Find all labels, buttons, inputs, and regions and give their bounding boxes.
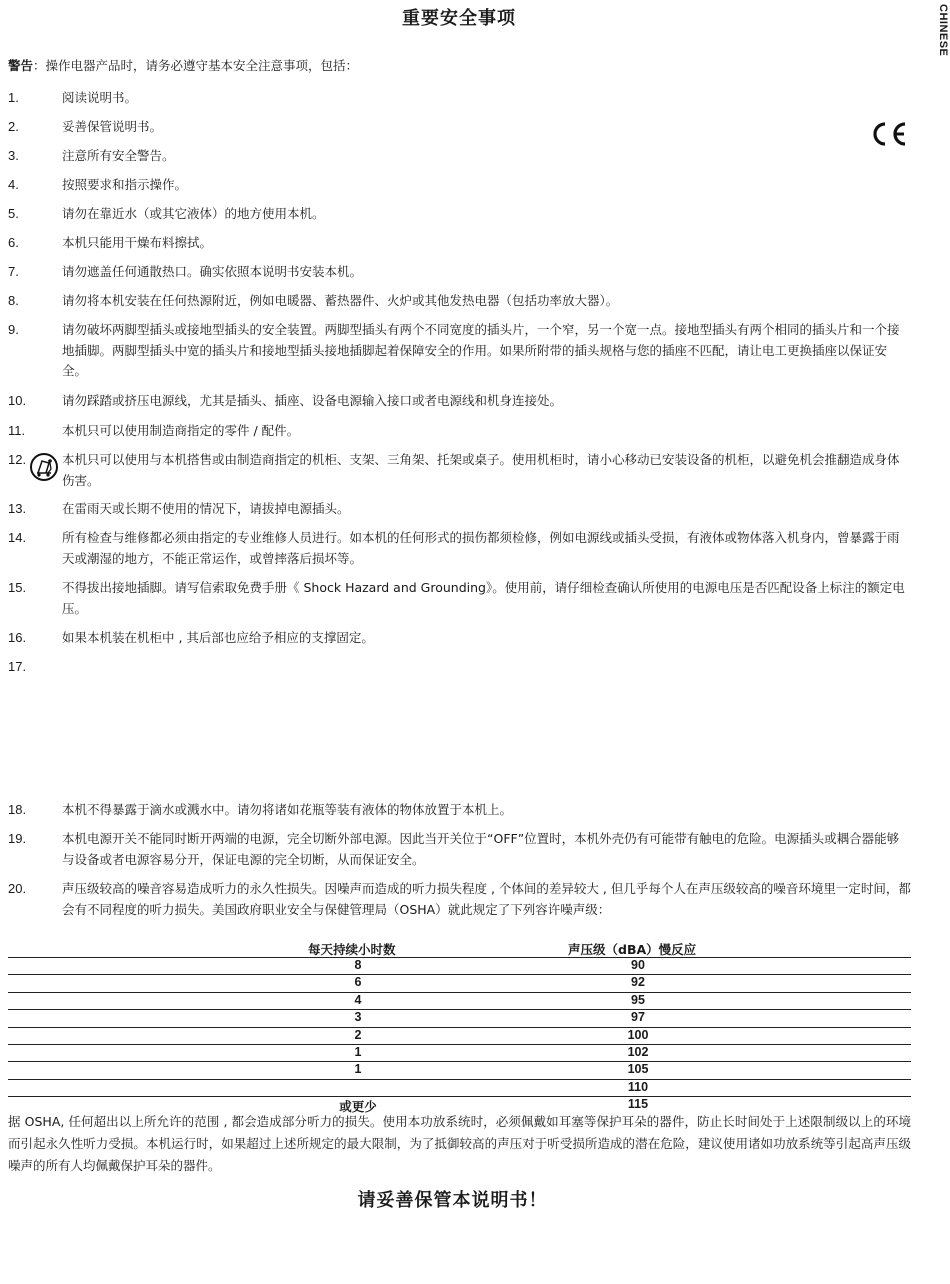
list-item: [8, 117, 911, 138]
osha-paragraph: 据 OSHA, 任何超出以上所允许的范围 , 都会造成部分听力的损失。使用本功放系统时，必须佩戴如耳塞等保护耳朵的器件，防止长时间处于上述限制级以上的环境而引起永久性听力受损。本机运行时，如果超过上述所规定的最大限制，为了抵御较高的声压对于听受损所造成的潜在危险，建议使用诸如功放系统等引起高声压级噪声的所有人均佩戴保护耳朵的器件。: [8, 1114, 911, 1173]
cell-dba: 100: [627, 1027, 649, 1042]
item-number: 2.: [8, 119, 19, 134]
list-item: [8, 88, 911, 109]
header-sound-level: 声压级（dBA）慢反应: [568, 942, 697, 957]
item-text: 请勿破坏两脚型插头或接地型插头的安全装置。两脚型插头有两个不同宽度的插头片，一个窄，另一个宽一点。接地型插头有两个相同的插头片和一个接地插脚。两脚型插头中宽的插头片和接地型插头接地插脚起着保障安全的作用。如果所附带的插头规格与您的插座不匹配，请让电工更换插座以保证安全。: [62, 322, 900, 378]
cell-hours: 6: [354, 975, 362, 990]
table-row: [8, 993, 911, 1010]
list-item: [8, 450, 911, 491]
item-number: 14.: [8, 530, 27, 545]
list-item: [8, 175, 911, 196]
cell-dba: 110: [627, 1079, 649, 1094]
list-item: [8, 829, 911, 870]
header-duration: 每天持续小时数: [308, 942, 396, 957]
item-text: 注意所有安全警告。: [62, 148, 175, 163]
warning-label: 警告: [8, 58, 34, 73]
item-text: 本机只能用干燥布料擦拭。: [62, 235, 213, 250]
cell-hours: 4: [354, 992, 362, 1007]
item-text: 声压级较高的噪音容易造成听力的永久性损失。因噪声而造成的听力损失程度 , 个体间的差异较大 , 但几乎每个人在声压级较高的噪音环境里一定时间，都会有不同程度的听力损失。美国政府职业安全与保健管理局（OSHA）就此规定了下列容许噪声级：: [62, 881, 911, 917]
item-number: 5.: [8, 206, 19, 221]
list-item: [8, 800, 911, 821]
item-number: 10.: [8, 393, 27, 408]
item-number: 15.: [8, 580, 27, 595]
table-row: [8, 1080, 911, 1097]
item-number: 7.: [8, 264, 19, 279]
closing-statement: 请妥善保管本说明书！: [357, 1190, 548, 1211]
item-number: 8.: [8, 293, 19, 308]
item-number: 20.: [8, 881, 27, 896]
cell-hours: 或更少: [339, 1100, 377, 1115]
item-text: 请勿将本机安装在任何热源附近，例如电暖器、蓄热器件、火炉或其他发热电器（包括功率放大器）。: [62, 293, 619, 308]
list-item: [8, 320, 911, 382]
cell-hours: 3: [354, 1010, 362, 1025]
cart-tip-over-warning-icon: [29, 452, 59, 482]
item-text: 不得拔出接地插脚。请写信索取免费手册《 Shock Hazard and Grounding》。使用前，请仔细检查确认所使用的电源电压是否匹配设备上标注的额定电压。: [62, 580, 905, 616]
list-item: [8, 879, 911, 920]
list-item: [8, 499, 911, 520]
cell-dba: 97: [631, 1010, 645, 1025]
list-item: [8, 291, 911, 312]
item-number: 12.: [8, 452, 27, 467]
list-item: [8, 233, 911, 254]
table-row: [8, 1010, 911, 1027]
item-number: 18.: [8, 802, 27, 817]
item-number: 6.: [8, 235, 19, 250]
language-side-label: CHINESE: [937, 4, 949, 57]
cell-hours: 2: [354, 1027, 362, 1042]
item-text: 所有检查与维修都必须由指定的专业维修人员进行。如本机的任何形式的损伤都须检修，例如电源线或插头受损，有液体或物体落入机身内，曾暴露于雨天或潮湿的地方，不能正常运作，或曾摔落后损坏等。: [62, 530, 900, 566]
item-number: 9.: [8, 322, 19, 337]
list-item: [8, 421, 911, 442]
cell-dba: 90: [631, 958, 645, 972]
page-title: 重要安全事项: [402, 8, 516, 29]
cell-dba: 92: [631, 975, 645, 990]
item-number: 17.: [8, 659, 27, 674]
warning-intro: [8, 56, 358, 74]
noise-exposure-table: [8, 940, 911, 1114]
item-number: 13.: [8, 501, 27, 516]
item-text: 请勿遮盖任何通散热口。确实依照本说明书安装本机。: [62, 264, 363, 279]
table-row: [8, 1028, 911, 1045]
item-number: 1.: [8, 90, 19, 105]
list-item: [8, 391, 911, 412]
item-number: 11.: [8, 423, 26, 438]
item-text: 如果本机装在机柜中 , 其后部也应给予相应的支撑固定。: [62, 630, 374, 645]
item-text: 本机不得暴露于滴水或溅水中。请勿将诸如花瓶等装有液体的物体放置于本机上。: [62, 802, 513, 817]
list-item: [8, 528, 911, 569]
list-item: [8, 578, 911, 619]
item-number: 3.: [8, 148, 19, 163]
item-text: 妥善保管说明书。: [62, 119, 163, 134]
cell-hours: 8: [354, 958, 362, 972]
item-text: 本机只可以使用制造商指定的零件 / 配件。: [62, 423, 300, 438]
item-text: 阅读说明书。: [62, 90, 138, 105]
cell-dba: 105: [627, 1062, 649, 1077]
table-row: [8, 1062, 911, 1079]
cell-hours: 1: [354, 1062, 362, 1077]
item-text: 请勿在靠近水（或其它液体）的地方使用本机。: [62, 206, 325, 221]
cell-dba: 115: [627, 1097, 649, 1112]
table-row: [8, 957, 911, 975]
list-item: [8, 628, 911, 649]
item-number: 4.: [8, 177, 19, 192]
list-item: [8, 146, 911, 167]
item-text: 本机只可以使用与本机搭售或由制造商指定的机柜、支架、三角架、托架或桌子。使用机柜时，请小心移动已安装设备的机柜，以避免机会推翻造成身体伤害。: [62, 452, 900, 488]
item-number: 16.: [8, 630, 27, 645]
item-text: 在雷雨天或长期不使用的情况下，请拔掉电源插头。: [62, 501, 350, 516]
item-text: 按照要求和指示操作。: [62, 177, 188, 192]
item-number: 19.: [8, 831, 27, 846]
table-row: [8, 975, 911, 992]
cell-dba: 95: [631, 992, 645, 1007]
item-text: 请勿踩踏或挤压电源线，尤其是插头、插座、设备电源输入接口或者电源线和机身连接处。: [62, 393, 563, 408]
warning-text: ：操作电器产品时，请务必遵守基本安全注意事项，包括：: [33, 58, 359, 73]
list-item: [8, 204, 911, 225]
cell-hours: 1: [354, 1044, 362, 1059]
cell-dba: 102: [627, 1044, 649, 1059]
list-item: [8, 262, 911, 283]
table-row: [8, 1045, 911, 1062]
table-header: [8, 940, 911, 957]
item-text: 本机电源开关不能同时断开两端的电源，完全切断外部电源。因此当开关位于“OFF”位置时，本机外壳仍有可能带有触电的危险。电源插头或耦合器能够与设备或者电源容易分开，保证电源的完全切断，从而保证安全。: [62, 831, 900, 867]
